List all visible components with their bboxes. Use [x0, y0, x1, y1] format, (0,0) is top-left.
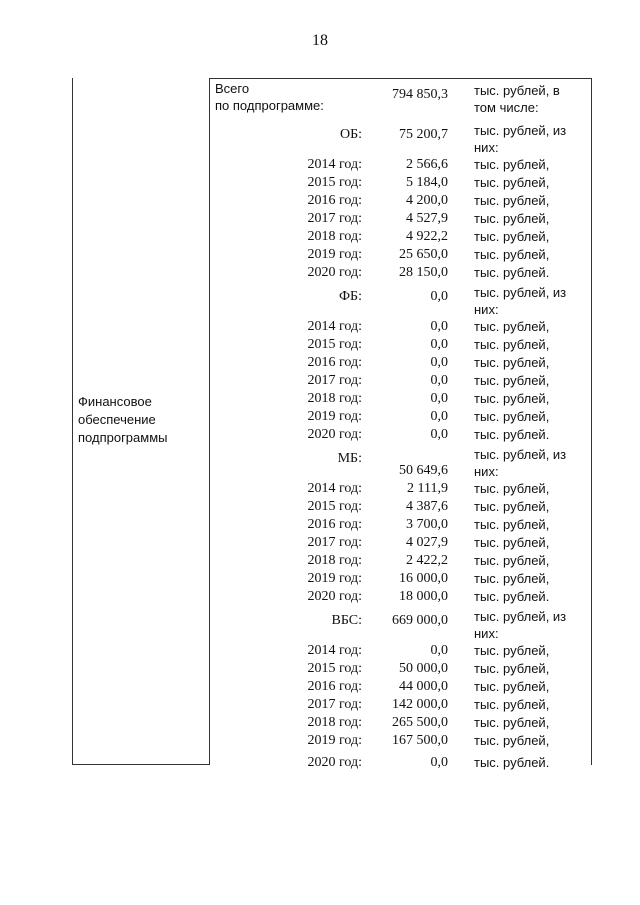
- source-unit-line: них:: [474, 140, 499, 155]
- source-total-value: 669 000,0: [392, 613, 448, 628]
- year-row: [0, 732, 640, 750]
- year-unit: тыс. рублей,: [474, 229, 550, 244]
- year-label: 2020 год:: [307, 427, 362, 442]
- year-row: [0, 552, 640, 570]
- source-unit-line: них:: [474, 302, 499, 317]
- source-unit-line: тыс. рублей, из: [474, 609, 567, 624]
- year-value: 167 500,0: [392, 733, 448, 748]
- year-row: [0, 754, 640, 772]
- source-header-row: [0, 447, 640, 479]
- year-value: 0,0: [430, 755, 448, 770]
- year-unit: тыс. рублей,: [474, 157, 550, 172]
- year-row: [0, 678, 640, 696]
- total-value: 794 850,3: [392, 87, 448, 102]
- year-row: [0, 642, 640, 660]
- year-label: 2015 год:: [307, 175, 362, 190]
- year-value: 0,0: [430, 409, 448, 424]
- year-unit: тыс. рублей,: [474, 337, 550, 352]
- year-label: 2019 год:: [307, 409, 362, 424]
- year-unit: тыс. рублей,: [474, 211, 550, 226]
- year-value: 25 650,0: [399, 247, 448, 262]
- year-unit: тыс. рублей,: [474, 733, 550, 748]
- year-unit: тыс. рублей,: [474, 517, 550, 532]
- year-label: 2019 год:: [307, 733, 362, 748]
- year-label: 2016 год:: [307, 679, 362, 694]
- year-value: 2 422,2: [406, 553, 448, 568]
- year-value: 4 027,9: [406, 535, 448, 550]
- year-unit: тыс. рублей,: [474, 571, 550, 586]
- source-header-row: [0, 123, 640, 155]
- year-unit: тыс. рублей.: [474, 589, 550, 604]
- year-value: 28 150,0: [399, 265, 448, 280]
- year-label: 2017 год:: [307, 697, 362, 712]
- year-value: 44 000,0: [399, 679, 448, 694]
- year-unit: тыс. рублей,: [474, 319, 550, 334]
- year-unit: тыс. рублей,: [474, 355, 550, 370]
- year-label: 2020 год:: [307, 589, 362, 604]
- source-label: ОБ:: [339, 127, 362, 142]
- year-row: [0, 588, 640, 606]
- year-label: 2016 год:: [307, 193, 362, 208]
- source-header-row: [0, 609, 640, 641]
- year-value: 0,0: [430, 427, 448, 442]
- year-row: [0, 660, 640, 678]
- source-unit: [474, 446, 566, 480]
- year-row: [0, 696, 640, 714]
- year-label: 2017 год:: [307, 373, 362, 388]
- year-unit: тыс. рублей,: [474, 409, 550, 424]
- year-value: 16 000,0: [399, 571, 448, 586]
- year-unit: тыс. рублей,: [474, 679, 550, 694]
- year-row: [0, 570, 640, 588]
- year-row: [0, 336, 640, 354]
- year-unit: тыс. рублей,: [474, 499, 550, 514]
- year-row: [0, 426, 640, 444]
- year-label: 2017 год:: [307, 211, 362, 226]
- year-unit: тыс. рублей,: [474, 391, 550, 406]
- year-row: [0, 156, 640, 174]
- year-value: 0,0: [430, 337, 448, 352]
- year-row: [0, 516, 640, 534]
- year-value: 0,0: [430, 391, 448, 406]
- year-value: 0,0: [430, 319, 448, 334]
- section-label-line: подпрограммы: [78, 430, 168, 445]
- year-unit: тыс. рублей.: [474, 265, 550, 280]
- year-unit: тыс. рублей,: [474, 697, 550, 712]
- page-number: 18: [312, 32, 328, 49]
- source-unit-line: тыс. рублей, из: [474, 123, 567, 138]
- year-label: 2018 год:: [307, 229, 362, 244]
- year-row: [0, 534, 640, 552]
- year-row: [0, 174, 640, 192]
- table-border-top: [209, 78, 592, 79]
- year-row: [0, 246, 640, 264]
- source-unit: [474, 608, 566, 642]
- year-unit: тыс. рублей.: [474, 755, 550, 770]
- source-total-value: 50 649,6: [399, 463, 448, 478]
- year-unit: тыс. рублей.: [474, 427, 550, 442]
- source-label: ФБ:: [339, 289, 362, 304]
- year-value: 0,0: [430, 643, 448, 658]
- year-label: 2018 год:: [307, 715, 362, 730]
- source-unit: [474, 122, 566, 156]
- year-row: [0, 408, 640, 426]
- year-label: 2019 год:: [307, 571, 362, 586]
- year-unit: тыс. рублей,: [474, 193, 550, 208]
- year-row: [0, 480, 640, 498]
- year-unit: тыс. рублей,: [474, 715, 550, 730]
- year-label: 2018 год:: [307, 391, 362, 406]
- year-value: 0,0: [430, 373, 448, 388]
- year-row: [0, 354, 640, 372]
- year-label: 2016 год:: [307, 517, 362, 532]
- year-unit: тыс. рублей,: [474, 661, 550, 676]
- source-header-row: [0, 285, 640, 317]
- year-value: 18 000,0: [399, 589, 448, 604]
- year-label: 2014 год:: [307, 643, 362, 658]
- source-unit-line: тыс. рублей, из: [474, 285, 567, 300]
- source-unit-line: них:: [474, 626, 499, 641]
- total-unit-line: тыс. рублей, в: [474, 83, 560, 98]
- year-unit: тыс. рублей,: [474, 553, 550, 568]
- year-value: 0,0: [430, 355, 448, 370]
- source-unit: [474, 284, 566, 318]
- year-value: 2 111,9: [407, 481, 448, 496]
- year-row: [0, 714, 640, 732]
- year-label: 2017 год:: [307, 535, 362, 550]
- year-label: 2015 год:: [307, 499, 362, 514]
- year-row: [0, 318, 640, 336]
- source-unit-line: тыс. рублей, из: [474, 447, 567, 462]
- year-label: 2015 год:: [307, 661, 362, 676]
- section-label-line: Финансовое: [78, 394, 152, 409]
- total-unit: [474, 82, 560, 116]
- year-label: 2014 год:: [307, 481, 362, 496]
- year-label: 2020 год:: [307, 265, 362, 280]
- year-row: [0, 264, 640, 282]
- year-row: [0, 210, 640, 228]
- year-row: [0, 498, 640, 516]
- year-value: 4 387,6: [406, 499, 448, 514]
- total-unit-line: том числе:: [474, 100, 539, 115]
- year-label: 2014 год:: [307, 319, 362, 334]
- source-label: ВБС:: [331, 613, 362, 628]
- year-label: 2019 год:: [307, 247, 362, 262]
- year-row: [0, 192, 640, 210]
- source-label: МБ:: [337, 451, 362, 466]
- year-unit: тыс. рублей,: [474, 643, 550, 658]
- year-row: [0, 372, 640, 390]
- year-value: 265 500,0: [392, 715, 448, 730]
- year-unit: тыс. рублей,: [474, 535, 550, 550]
- source-total-value: 0,0: [430, 289, 448, 304]
- year-label: 2014 год:: [307, 157, 362, 172]
- year-unit: тыс. рублей,: [474, 247, 550, 262]
- year-value: 50 000,0: [399, 661, 448, 676]
- year-label: 2016 год:: [307, 355, 362, 370]
- total-label-line: по подпрограмме:: [215, 98, 324, 113]
- source-unit-line: них:: [474, 464, 499, 479]
- year-value: 4 200,0: [406, 193, 448, 208]
- year-label: 2015 год:: [307, 337, 362, 352]
- year-value: 2 566,6: [406, 157, 448, 172]
- year-value: 142 000,0: [392, 697, 448, 712]
- year-row: [0, 390, 640, 408]
- section-label-line: обеспечение: [78, 412, 156, 427]
- year-unit: тыс. рублей,: [474, 175, 550, 190]
- year-value: 5 184,0: [406, 175, 448, 190]
- total-label-line: Всего: [215, 81, 250, 96]
- year-value: 4 922,2: [406, 229, 448, 244]
- year-unit: тыс. рублей,: [474, 481, 550, 496]
- year-value: 3 700,0: [406, 517, 448, 532]
- year-value: 4 527,9: [406, 211, 448, 226]
- year-row: [0, 228, 640, 246]
- year-label: 2018 год:: [307, 553, 362, 568]
- source-total-value: 75 200,7: [399, 127, 448, 142]
- year-label: 2020 год:: [307, 755, 362, 770]
- year-unit: тыс. рублей,: [474, 373, 550, 388]
